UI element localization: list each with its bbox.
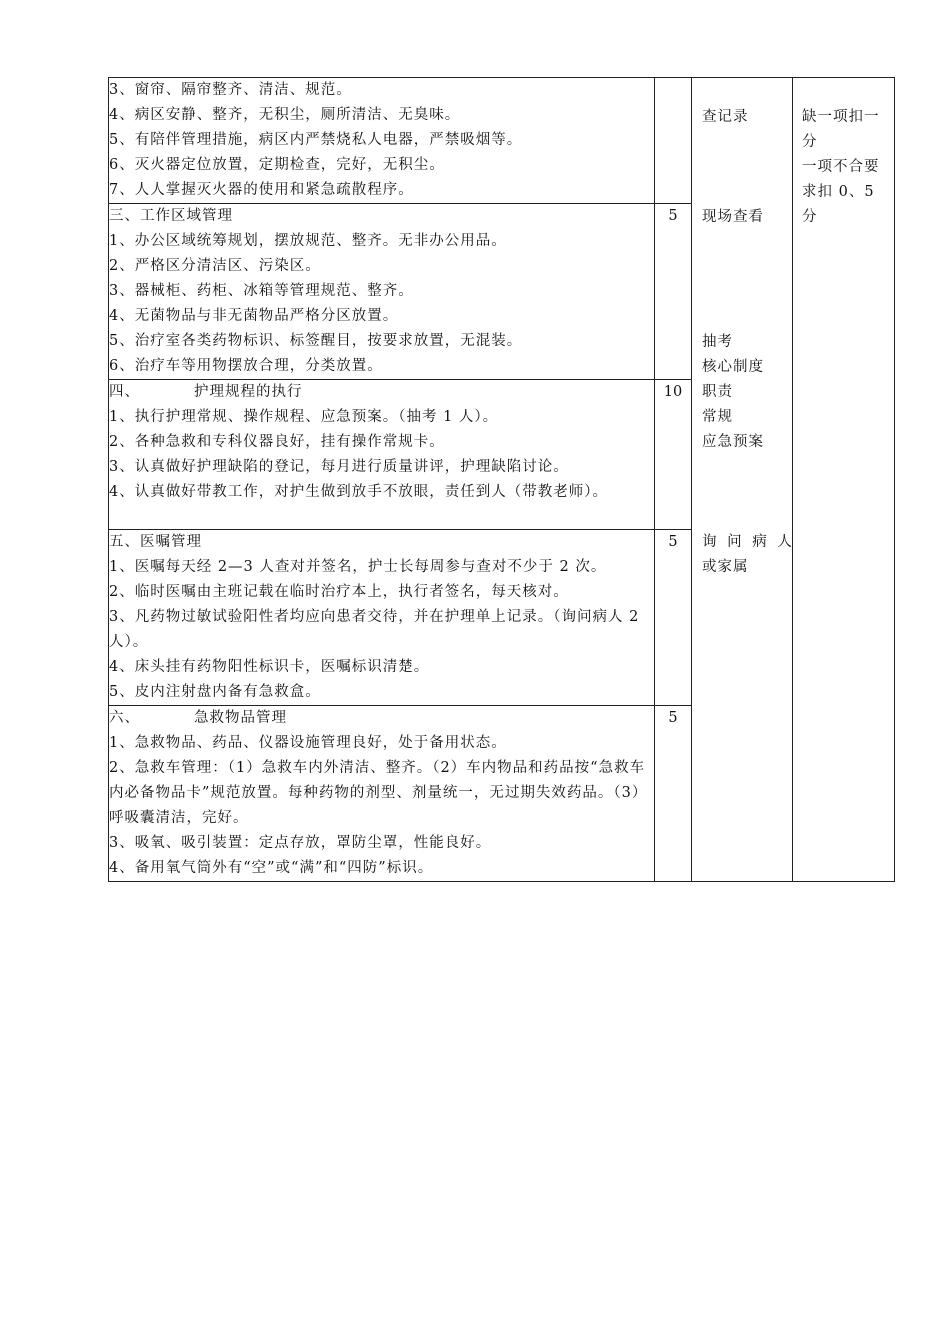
list-item: 2、各种急救和专科仪器良好，挂有操作常规卡。 bbox=[109, 434, 445, 450]
deduction-line: 分 bbox=[802, 209, 818, 225]
list-item: 3、窗帘、隔帘整齐、清洁、规范。 bbox=[109, 82, 352, 98]
method-item: 询 问 病 人 bbox=[702, 534, 795, 550]
list-item: 2、严格区分清洁区、污染区。 bbox=[109, 258, 321, 274]
list-item: 3、吸氧、吸引装置：定点存放，罩防尘罩，性能良好。 bbox=[109, 835, 492, 851]
list-item: 3、凡药物过敏试验阳性者均应向患者交待，并在护理单上记录。（询问病人 2 人）。 bbox=[109, 609, 640, 650]
section-continued bbox=[109, 78, 655, 204]
list-item: 1、办公区域统筹规划，摆放规范、整齐。无非办公用品。 bbox=[109, 233, 507, 249]
list-item: 1、医嘱每天经 2—3 人查对并签名，护士长每周参与查对不少于 2 次。 bbox=[109, 559, 607, 575]
score-cell: 5 bbox=[655, 204, 692, 380]
method-item: 抽考 bbox=[702, 334, 733, 350]
section-medical-orders bbox=[109, 530, 655, 706]
list-item: 2、急救车管理：（1）急救车内外清洁、整齐。（2）车内物品和药品按“急救车内必备物品卡”规范放置。每种药物的剂型、剂量统一，无过期失效药品。（3）呼吸囊清洁，完好。 bbox=[109, 760, 648, 826]
section-heading: 五、医嘱管理 bbox=[109, 534, 202, 550]
list-item: 5、有陪伴管理措施，病区内严禁烧私人电器，严禁吸烟等。 bbox=[109, 132, 523, 148]
section-heading: 六、 急救物品管理 bbox=[109, 710, 287, 726]
section-emergency-supplies bbox=[109, 706, 655, 882]
list-item: 3、认真做好护理缺陷的登记，每月进行质量讲评，护理缺陷讨论。 bbox=[109, 459, 569, 475]
section-work-area bbox=[109, 204, 655, 380]
method-item: 或家属 bbox=[702, 559, 749, 575]
table-row bbox=[109, 78, 895, 204]
list-item: 1、执行护理常规、操作规程、应急预案。（抽考 1 人）。 bbox=[109, 409, 499, 425]
section-heading: 三、工作区域管理 bbox=[109, 208, 233, 224]
deduction-line: 分 bbox=[802, 134, 818, 150]
inspection-table bbox=[108, 77, 895, 882]
score-cell: 5 bbox=[655, 530, 692, 706]
score-cell bbox=[655, 78, 692, 204]
list-item: 4、无菌物品与非无菌物品严格分区放置。 bbox=[109, 308, 399, 324]
deduction-line: 缺一项扣一 bbox=[802, 109, 880, 125]
inspection-method-cell bbox=[692, 78, 793, 882]
score-cell: 5 bbox=[655, 706, 692, 882]
list-item: 5、治疗室各类药物标识、标签醒目，按要求放置，无混装。 bbox=[109, 333, 523, 349]
list-item: 4、认真做好带教工作，对护生做到放手不放眼，责任到人（带教老师）。 bbox=[109, 484, 608, 500]
score-cell: 10 bbox=[655, 380, 692, 530]
method-item: 职责 bbox=[702, 384, 733, 400]
list-item: 2、临时医嘱由主班记载在临时治疗本上，执行者签名，每天核对。 bbox=[109, 584, 569, 600]
list-item: 4、床头挂有药物阳性标识卡，医嘱标识清楚。 bbox=[109, 659, 430, 675]
list-item: 5、皮内注射盘内备有急救盒。 bbox=[109, 684, 321, 700]
list-item: 7、人人掌握灭火器的使用和紧急疏散程序。 bbox=[109, 182, 414, 198]
method-item: 查记录 bbox=[702, 109, 749, 125]
list-item: 4、备用氧气筒外有“空”或“满”和“四防”标识。 bbox=[109, 860, 434, 876]
list-item: 4、病区安静、整齐，无积尘，厕所清洁、无臭味。 bbox=[109, 107, 461, 123]
method-item: 核心制度 bbox=[702, 359, 764, 375]
section-heading: 四、 护理规程的执行 bbox=[109, 384, 303, 400]
deduction-line: 求扣 0、5 bbox=[802, 184, 875, 200]
section-nursing-procedures bbox=[109, 380, 655, 530]
list-item: 6、治疗车等用物摆放合理，分类放置。 bbox=[109, 358, 383, 374]
deduction-rule-cell bbox=[793, 78, 895, 882]
method-item: 现场查看 bbox=[702, 209, 764, 225]
list-item: 3、器械柜、药柜、冰箱等管理规范、整齐。 bbox=[109, 283, 414, 299]
list-item: 6、灭火器定位放置，定期检查，完好，无积尘。 bbox=[109, 157, 445, 173]
list-item: 1、急救物品、药品、仪器设施管理良好，处于备用状态。 bbox=[109, 735, 507, 751]
method-item: 应急预案 bbox=[702, 434, 764, 450]
method-item: 常规 bbox=[702, 409, 733, 425]
deduction-line: 一项不合要 bbox=[802, 159, 880, 175]
